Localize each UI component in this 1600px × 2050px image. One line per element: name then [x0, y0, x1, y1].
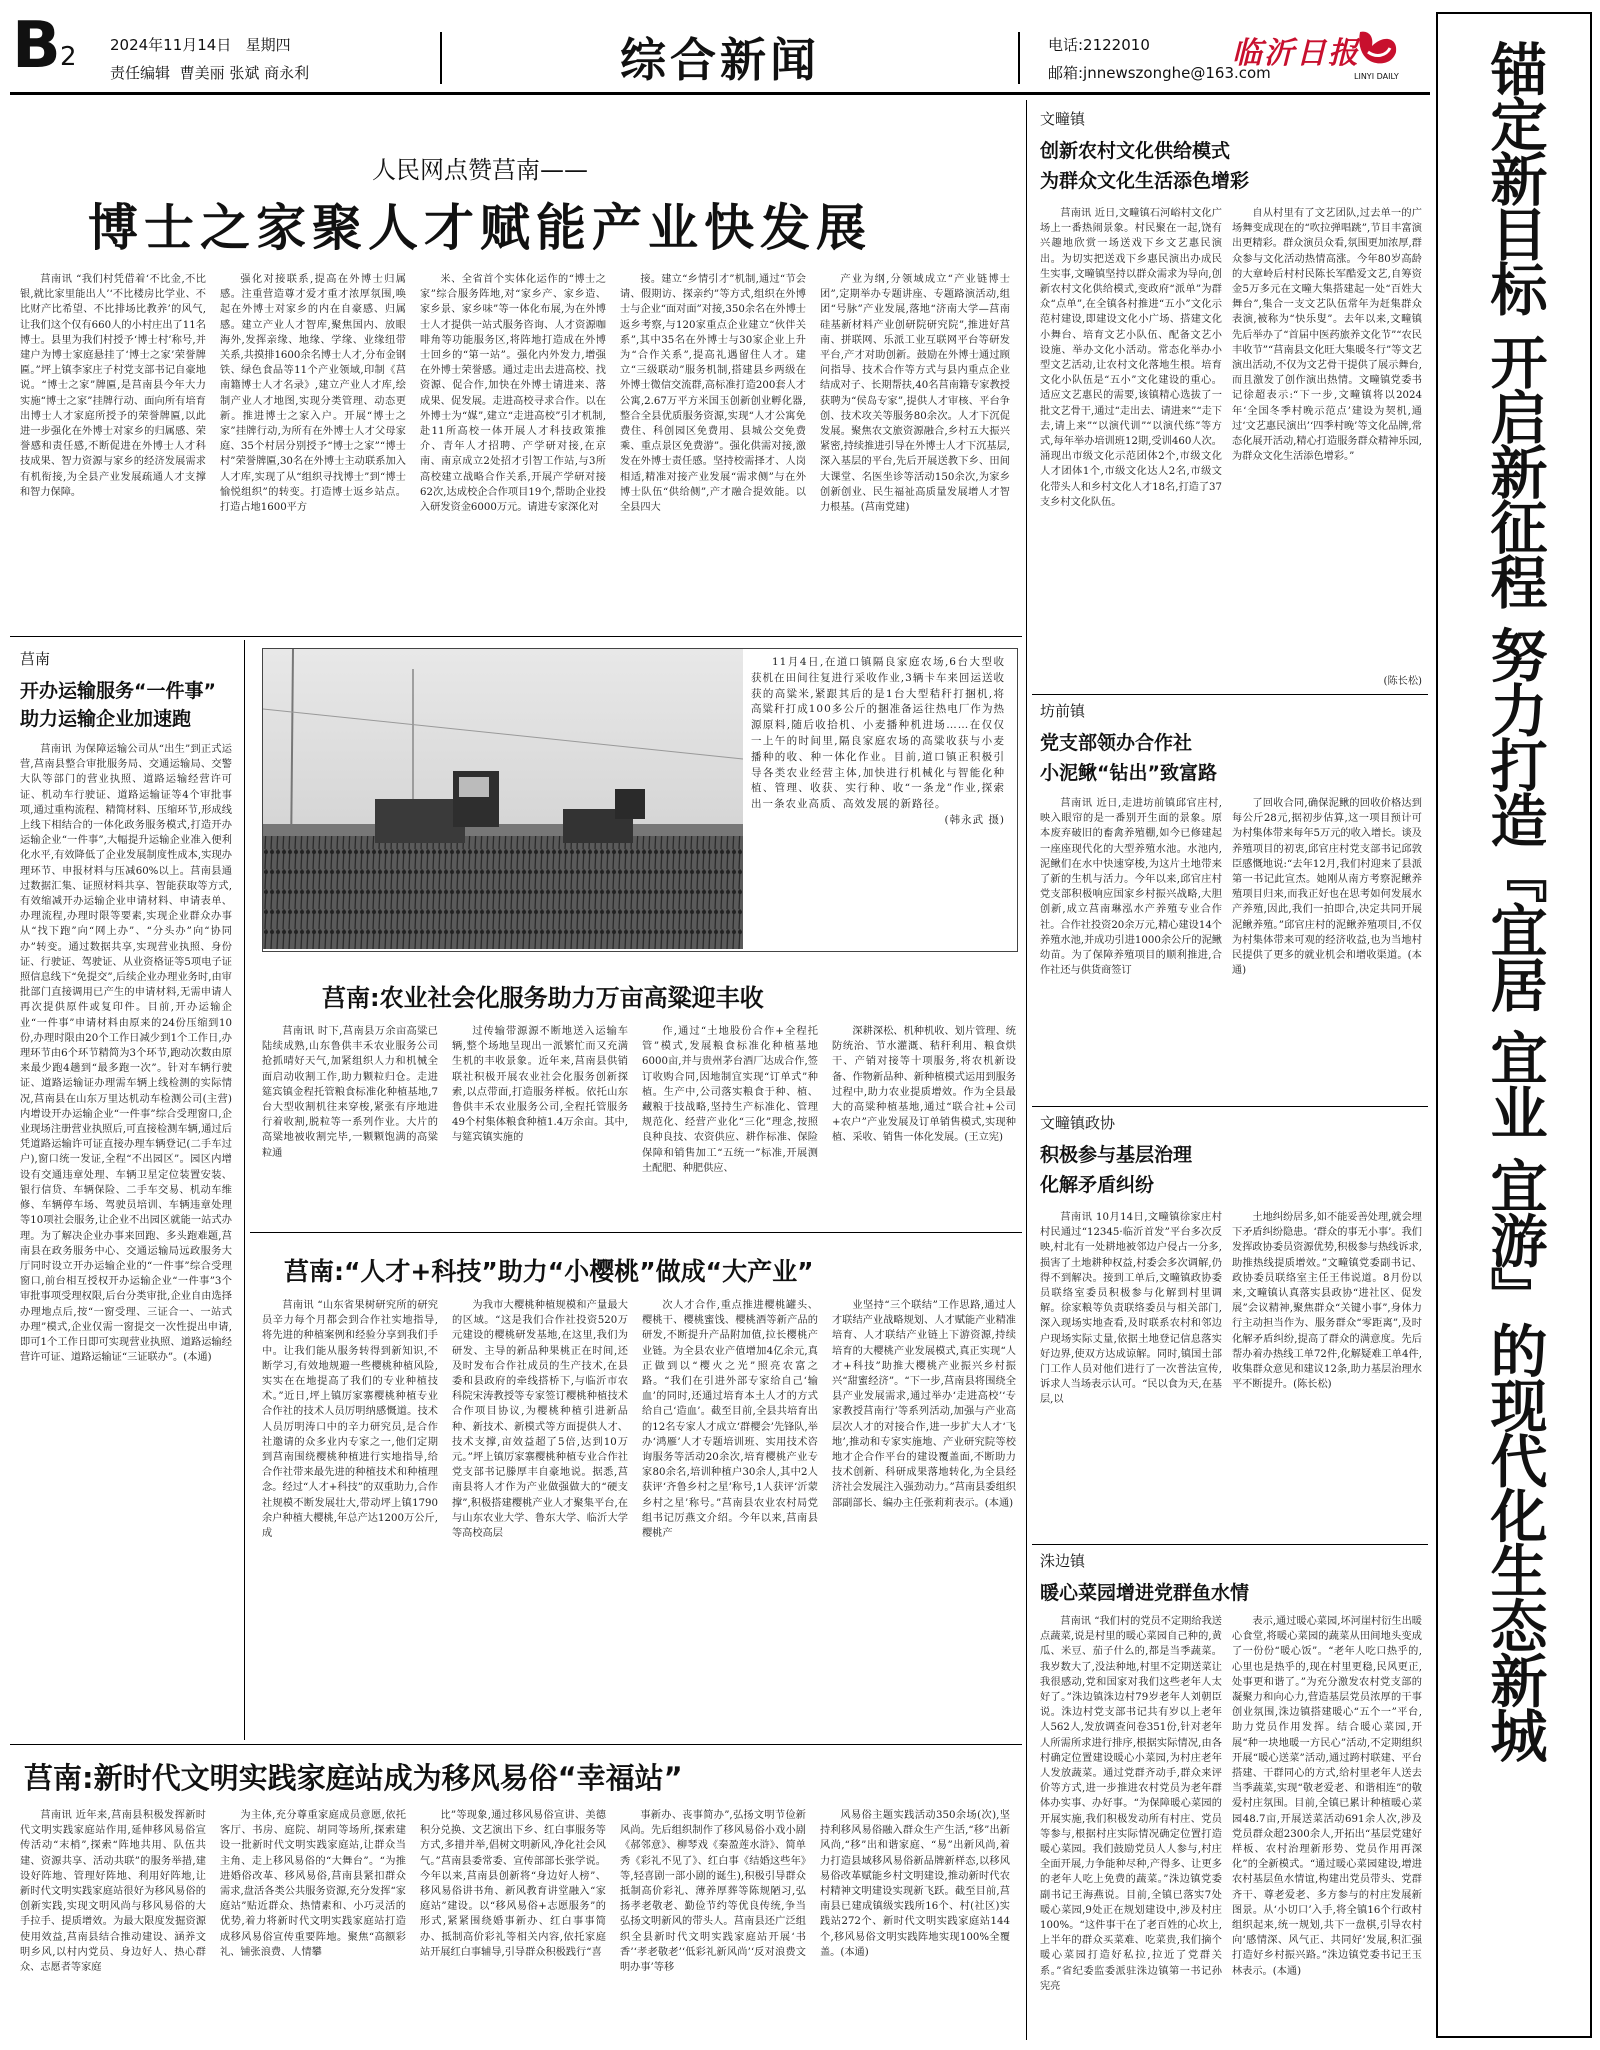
- transport-county: 莒南: [20, 650, 51, 668]
- main-column-divider: [1026, 100, 1027, 2040]
- agri-column-2: [452, 1024, 628, 1224]
- politics-headline-1: 积极参与基层治理: [1040, 1144, 1193, 1166]
- email: 邮箱:jnnewszonghe@163.com: [1048, 64, 1271, 82]
- issue-date: [110, 34, 291, 55]
- agri-headline: 莒南:农业社会化服务助力万亩高粱迎丰收: [322, 984, 764, 1012]
- logo-latin: LINYI DAILY: [1354, 72, 1399, 81]
- wentan-column-1: [1040, 206, 1222, 690]
- politics-text-2: 土地纠纷居多,如不能妥善处理,就会埋下矛盾纠纷隐患。‘群众的事无小事’。我们发挥政协委员资源优势,积极参与热线诉求,助推热线提质增效。”文疃镇党委副书记、政协委员联络室主任王伟说道。8月份以来,文疃镇认真落实县政协“进社区、促发展”会议精神,聚焦群众“关键小事”,身体力行主动担当作为、服务群众“零距离”,及时化解矛盾纠纷,提高了群众的满意度。先后帮办着办热线工单72件,化解疑难工单4件,收集群众意见和建议12条,助力基层治理水平不断提升。(陈长松): [1232, 1212, 1422, 1391]
- wentan-bottom-rule: [1032, 694, 1428, 695]
- family-column-1: [20, 1808, 206, 2034]
- harvest-photo: [262, 648, 1018, 952]
- lead-kicker: 人民网点赞莒南——: [372, 156, 588, 184]
- agri-column-4: [832, 1024, 1016, 1224]
- photo-caption: [751, 655, 1005, 945]
- section-title: 综合新闻: [620, 33, 820, 87]
- lead-text-5: 产业为纲,分领域成立“产业链博士团”,定期举办专题讲座、专题路演活动,组团“号脉”产业发展,落地“济南大学—莒南硅基新材料产业创研院研究院”,推进好莒南、拼联网、乐派工业互联网平台等研发平台,产才对助创新。鼓励在外博士通过顾问指导、技术合作等方式与县内重点企业结成对子、长期帮扶,40名莒南籍专家教授获聘为“侯岛专家”,提供人才审核、平台争创、技术攻关等服务80余次。人才下沉促发展。聚焦农文旅资源融合,乡村五大振兴紧密,持续推进引导在外博士人才下沉基层,深入基层的平台,先后开展送教下乡、田间大课堂、名医坐诊等活动150余次,为家乡创新创业、民生福祉高质量发展增人才智力根基。(莒南党建): [820, 274, 1010, 514]
- page-letter: B: [12, 9, 61, 83]
- sidebar-slogan: 锚定新目标 开启新征程 努力打造『宜居 宜业 宜游』的现代化生态新城: [1481, 40, 1547, 1762]
- politics-headline-2: 化解矛盾纠纷: [1040, 1174, 1155, 1196]
- family-column-3: [420, 1808, 606, 2034]
- editors-line: [110, 62, 309, 83]
- transport-headline-2: 助力运输企业加速跑: [20, 708, 192, 730]
- transport-text: 莒南讯 为保障运输公司从“出生”到正式运营,莒南县整合审批服务局、交通运输局、交警大队等部门的营业执照、道路运输经营许可证、机动车行驶证、道路运输证等4个审批事项,通过重构流程、精简材料、压缩环节,形成线上线下相结合的一体化政务服务模式,打造开办运输企业“一件事”,大幅提升运输企业准入便利化水平,有效降低了企业发展制度性成本,实现办理环节、申报材料与压减60%以上。莒南县通过数据汇集、证照材料共享、智能获取等方式,有效缩减开办运输企业申请材料、申请表单、办理流程,办理时限等要素,实现企业群众办事从“找下跑”向“网上办”、“分头办”向“协同办”转变。通过数据共享,实现营业执照、身份证、行驶证、驾驶证、从业资格证等5项电子证照信息线下“免提交”,后续企业办理业务时,由审批部门直接调用已产生的申请材料,无需申请人再次提供原件或复印件。目前,开办运输企业“一件事”申请材料由原来的24份压缩到10份,办理时限由20个工作日减少到1个工作日,办理环节由6个环节精简为3个环节,跑动次数由原来最少跑4趟到“最多跑一次”。针对车辆行驶证、道路运输证办理需车辆上线检测的实际情况,莒南县在山东万里达机动车检测公司(主营)内增设开办运输企业“一件事”综合受理窗口,企业现场注册营业执照后,可直接检测车辆,通过后凭道路运输许可证直接办理车辆登记(二手车过户),窗口统一发证,全程“不出园区”。园区内增设有交通违章处理、车辆卫星定位装置安装、银行信贷、车辆保险、二手车交易、机动车维修、车辆停车场、驾驶员培训、车辆违章处理等10项社会服务,让企业不出园区就能一站式办理。为了解决企业办事来回跑、多头跑难题,莒南县在政务服务中心、交通运输局远政服务大厅同时设立开办运输企业的“一件事”综合受理窗口,前台相互授权开办运输企业“一件事”3个审批事项受理权限,后台分类审批,企业自由选择办理地点后,按“一窗受理、三证合一、一站式办理”模式,企业仅需一窗提交一次性提出申请,即可1个工作日即可实现营业执照、道路运输经营许可证、道路运输证“三证联办”。(本通): [20, 744, 232, 1364]
- cherry-bottom-rule: [10, 1744, 1022, 1745]
- lead-text-4: 接。建立“乡情引才”机制,通过“节会请、假期访、探亲约”等方式,组织在外博士与企业“面对面”对接,350余名在外博士返乡考察,与120家重点企业建立“伙伴关系”,其中35名在外博士与30家企业上升为“合作关系”,提高礼遇留住人才。建立“三级联动”服务机制,搭建县乡两级在外博士微信交流群,高标准打造200套人才公寓,2.67万平方米国玉创新创业孵化器,整合全县优质服务资源,实现“人才公寓免费住、科创园区免费用、县城公交免费乘、重点景区免费游”。强化供需对接,激发在外博士责任感。坚持校需择才、人岗相适,精准对接产业发展“需求侧”与在外博士队伍“供给侧”,产才融合提效能。以全县四大: [620, 274, 806, 514]
- family-text-5: 风易俗主题实践活动350余场(次),坚持利移风易俗融入群众生产生活,“移”出新风尚,“移”出和谐家庭、“易”出新风尚,着力打造县域移风易俗新品牌新样态,以移风易俗改革赋能乡村文明建设,推动新时代农村精神文明建设实现新飞跃。截至目前,莒南县已建成镇级实践所16个、村(社区)实践站272个、新时代文明实践家庭站144个,移风易俗文明实践阵地实现100%全覆盖。(本通): [820, 1810, 1010, 1958]
- wentan-headline-1: 创新农村文化供给模式: [1040, 140, 1231, 162]
- wentan-headline-2: 为群众文化生活添色增彩: [1040, 170, 1250, 192]
- agri-column-1: [262, 1024, 438, 1224]
- logo-emblem-icon: [1354, 22, 1402, 70]
- lead-text-2: 强化对接联系,提高在外博士归属感。注重营造尊才爱才重才浓厚氛围,唤起在外博士对家乡的内在自豪感、归属感。建立产业人才智库,聚焦国内、放眼海外,发挥亲缘、地缘、学缘、业缘纽带关系,共摸排1600余名博士人才,分布金钢铁、绿色食品等11个产业领域,印制《莒南籍博士人才名录》,建立产业人才库,绘制产业人才地图,实现分类管理、动态更新。推进博士之家入户。开展“博士之家”挂牌行动,为所有在外博士人才父母家庭、35个村居分别授予“博士之家”“博士村”荣誉牌匾,30名在外博士主动联系加入人才库,实现了从“组织寻找博士”到“博士愉悦组织”的转变。打造博士返乡站点。打造占地1600平方: [220, 274, 406, 514]
- logo-text: 临沂日报: [1232, 36, 1360, 71]
- masthead-rule: [10, 92, 1430, 95]
- wentan-town: 文疃镇: [1040, 110, 1086, 128]
- fangqian-headline-1: 党支部领办合作社: [1040, 732, 1193, 754]
- fangqian-column-2: [1232, 796, 1422, 1102]
- zhubian-text-1: 莒南讯 “我们村的党员不定期给我送点蔬菜,说是村里的暖心菜园自己种的,黄瓜、米豆、茄子什么的,都是当季蔬菜。我岁数大了,没法种地,村里不定期送菜让我很感动,党和国家对我们这些老年人太好了。”洙边镇洙边村79岁老年人刘朝臣说。洙边村党支部书记共有岁以上老年人562人,发放调查问卷351份,针对老年人所需所求进行排序,根据实际情况,由各村确定位置建设暖心小菜园,为村庄老年人发放蔬菜。通过党群齐动手,群众来评价等方式,进一步推进农村党员为老年群体办实事、办好事。“为保障暖心菜园的开展实施,我们积极发动所有村庄、党员等参与,根据村庄实际情况确定位置打造暖心菜园。我们鼓励党员人人参与,村庄全面开展,力争能种尽种,产得多、让更多的老年人吃上免费的蔬菜。”洙边镇党委副书记王海燕说。目前,全镇已落实7处暖心菜园,9处正在规划建设中,涉及村庄100%。“这件事干在了老百姓的心坎上,上半年的群众买菜难、吃菜贵,我们摘个暖心菜园打造好私拉,拉近了党群关系。”省纪委监委派驻洙边镇第一书记孙宪亮: [1040, 1616, 1222, 1992]
- wentan-text-2: 自从村里有了文艺团队,过去单一的广场舞变成现在的“吹拉弹唱跳”,节目丰富演出更精彩。群众演员众看,氛围更加浓厚,群众参与文化活动热情高涨。今年80岁高龄的大章岭后村村民陈长军酷爱文艺,自筹资金5万多元在文疃大集搭建起一处“百姓大舞台”,集合一支文艺队伍常年为赶集群众表演,被称为“快乐叟”。去年以来,文疃镇先后举办了“首届中医药旅养文化节”“农民丰收节”“莒南县文化旺大集暖冬行”等文艺演出活动,不仅为文艺骨干提供了展示舞台,而且激发了创作演出热情。文疃镇党委书记徐超表示:“下一步,文疃镇将以2024年‘全国冬季村晚示范点’建设为契机,通过‘文艺惠民演出’‘四季村晚’等文化品牌,常态化展开活动,精心打造服务群众精神乐园,为群众文化生活添色增彩。”: [1232, 208, 1422, 463]
- agri-text-2: 过传输带源源不断地送入运输车辆,整个场地呈现出一派繁忙而又充满生机的丰收景象。近年来,莒南县供销联社积极开展农业社会化服务创新探索,以点带面,打造服务样板。依托山东鲁供丰禾农业服务公司,全程托管服务49个村集体粮食种植1.4万余亩。其中,与筵宾镇实施的: [452, 1026, 628, 1144]
- lead-column-3: [420, 272, 606, 630]
- politics-text-1: 莒南讯 10月14日,文疃镇徐家庄村村民通过“12345·临沂首发”平台多次反映,村北有一处耕地被邻边户侵占一分多,损害了土地耕种权益,村委会多次调解,仍得不到解决。接到工单后,文疃镇政协委员联络室委员积极参与化解到村里调解。徐家粮等负责联络委员与相关部门,深入现场实地查看,及时联系农村和邻边户现场实际丈量,依据土地登记信息落实好边界,使双方达成谅解。同时,镇国土部门工作人员对他们进行了一次普法宣传,诉求人当场表示认可。“民以食为天,在基层,以: [1040, 1212, 1222, 1406]
- family-text-3: 比”等现象,通过移风易俗宣讲、美德积分兑换、文艺演出下乡、红白事服务等方式,多措并举,倡树文明新风,净化社会风气。”莒南县委常委、宣传部部长张学说。今年以来,莒南县创新将“身边好人榜”、移风易俗讲书角、新风教育讲堂融入“家庭站”建设。以“移风易俗+志愿服务”的形式,紧紧围绕婚事新办、红白事事简办、抵制高价彩礼等相关内容,依托家庭站开展红白事辅导,引导群众积极践行“喜: [420, 1810, 606, 1958]
- cherry-column-1: [262, 1298, 438, 1738]
- page-number: 2: [60, 42, 77, 72]
- editors: 曹美丽 张斌 商永利: [179, 64, 310, 82]
- family-text-2: 为主体,充分尊重家庭成员意愿,依托客厅、书房、庭院、胡同等场所,探索建设一批新时代文明实践家庭站,让群众当主角、走上移风易俗的“大舞台”。“为推进婚俗改革、移风易俗,莒南县紧扣群众需求,盘活各类公共服务资源,充分发挥“家庭站”贴近群众、热情素和、小巧灵活的优势,着力将新时代文明实践家庭站打造成移风易俗宣传重要阵地。聚焦“高额彩礼、铺张浪费、人情攀: [220, 1810, 406, 1958]
- cherry-text-1: 莒南讯 “山东省果树研究所的研究员辛力每个月都会到合作社实地指导,将先进的种植案例和经验分享到我们手中。让我们能从服务转得到新知识,不断学习,有效地规避一些樱桃种植风险,实实在在地提高了我们的专业种植技术。”近日,坪上镇厉家寨樱桃种植专业合作社的技术人员厉明纳感慨道。技术人员厉明涛口中的辛力研究员,是合作社邀请的众多业内专家之一,他们定期到莒南围绕樱桃种植进行实地指导,给合作社带来最先进的种植技术和种植理念。经过“人才+科技”的双重助力,合作社规模不断发展壮大,带动坪上镇1790余户种植大樱桃,年总产达1200万公斤,成: [262, 1300, 438, 1540]
- wentan-text-1: 莒南讯 近日,文疃镇石河峪村文化广场上一番热闹景象。村民聚在一起,饶有兴趣地欣赏一场送戏下乡文艺惠民演出。为切实把送戏下乡惠民演出办成民生实事,文疃镇坚持以群众需求为导向,创新农村文化供给模式,变政府“派单”为群众“点单”,在全镇各村推进“五小”文化示范村建设,即建设文化小广场、搭建文化小舞台、培育文艺小队伍、配备文艺小设施、举办文化小活动。常态化举办小型文艺活动,让农村文化落地生根。培育文化小队伍是“五小”文化建设的重心。适应文艺惠民的需要,该镇精心选拔了一批文艺骨干,通过“走出去、请进来”“走下去,请上来”“以演代训”“以演代练”等方式,每年举办培训班12期,受训460人次。涌现出市级文化示范团体2个,市级文化人才团体1个,市级文化达人2名,市级文化带头人和乡村文化人才18名,打造了37支乡村文化队伍。: [1040, 208, 1222, 508]
- politics-bottom-rule: [1032, 1544, 1428, 1545]
- politics-column-2: [1232, 1210, 1422, 1540]
- cherry-column-3: [642, 1298, 818, 1738]
- cherry-column-2: [452, 1298, 628, 1738]
- fangqian-town: 坊前镇: [1040, 702, 1086, 720]
- zhubian-column-2: [1232, 1614, 1422, 2036]
- transport-body: [20, 742, 232, 1732]
- zhubian-column-1: [1040, 1614, 1222, 2036]
- photo-credit: (韩永武 摄): [944, 813, 1005, 826]
- fangqian-column-1: [1040, 796, 1222, 1102]
- cherry-headline: 莒南:“人才+科技”助力“小樱桃”做成“大产业”: [284, 1257, 814, 1286]
- agri-text-1: 莒南讯 时下,莒南县万余亩高粱已陆续成熟,山东鲁供丰禾农业服务公司抢抓晴好天气,加紧组织人力和机械全面启动收割工作,助力颗粒归仓。走进筵宾镇金程托管粮食标准化种植基地,7台大型收割机往来穿梭,紧张有序地进行着收割,脱粒等一系列作业。大片的高粱地被收割完毕,一颗颗饱满的高粱粒通: [262, 1026, 438, 1159]
- politics-column-1: [1040, 1210, 1222, 1540]
- transport-headline-1: 开办运输服务“一件事”: [20, 680, 216, 702]
- weekday: 星期四: [245, 36, 291, 54]
- agri-text-4: 深耕深松、机种机收、划片管理、统防统治、节水灌溉、秸秆利用、粮食烘干、产销对接等十项服务,将农机新设备、作物新品种、新种植模式运用到服务过程中,助力农业提质增效。作为全县最大的高粱种植基地,通过“联合社+公司+农户”产业发展及订单销售模式,实现种植、采收、销售一体化发展。(王立宪): [832, 1026, 1016, 1144]
- masthead-divider-right: [1018, 32, 1020, 84]
- lead-headline: 博士之家聚人才赋能产业快发展: [88, 199, 872, 257]
- phone: 电话:2122010: [1048, 36, 1150, 54]
- lead-bottom-rule: [10, 636, 1022, 637]
- cherry-text-3: 次人才合作,重点推进樱桃罐头、樱桃干、樱桃蜜饯、樱桃酒等新产品的研发,不断提升产品附加值,拉长樱桃产业链。为全县农业产值增加4亿余元,真正做到以“樱火之光”照亮农富之路。“我们在引进外部专家给自己‘输血’的同时,还通过培育本土人才的方式给自己‘造血’。截至目前,全县共培育出的12名专家人才成立‘群樱会’先锋队,举办‘鸿雁’人才专题培训班、实用技术咨询服务等活动20余次,培育樱桃产业专家80余名,培训种植户30余人,其中2人获评‘齐鲁乡村之星’称号,1人获评‘沂蒙乡村之星’称号。”莒南县农业农村局党组书记厉燕文介绍。今年以来,莒南县樱桃产: [642, 1300, 818, 1540]
- lead-column-4: [620, 272, 806, 630]
- lead-column-5: [820, 272, 1010, 630]
- cherry-column-4: [832, 1298, 1016, 1738]
- lead-text-3: 米、全省首个实体化运作的“博士之家”综合服务阵地,对“家乡产、家乡造、家乡景、家乡味”等一体化布展,为在外博士人才提供一站式服务咨询、人才资源咖啡角等功能服务区,将阵地打造成在外博士回乡的“第一站”。强化内外发力,增强在外博士荣誉感。通过走出去进高校、找资源、促合作,加快在外博士请进来、落成果、促发展。走进高校寻求合作。以在外博士为“媒”,建立“走进高校”引才机制,赴11所高校一体开展人才科技政策推介、青年人才招聘、产学研对接,在京南、南京成立2处招才引智工作站,与3所高校建立战略合作关系,开展产学研对接62次,达成校企合作项目19个,帮助企业投入研发资金6000万元。请进专家深化对: [420, 274, 606, 514]
- fangqian-headline-2: 小泥鳅“钻出”致富路: [1040, 762, 1217, 784]
- lead-text-1: 莒南讯 “我们村凭借着‘不比金,不比银,就比家里能出人’‘不比楼房比学业、不比财产比希望、不比排场比教养’的风气,让我们这个仅有660人的小村庄出了11名博士。县里为我们村授予‘博士村’称号,并建户为博士家庭悬挂了‘博士之家’荣誉牌匾。”坪上镇李家庄子村党支部书记自豪地说。“博士之家”牌匾,是莒南县今年大力实施“博士之家”挂牌行动、面向所有培育出博士人才家庭所授予的荣誉牌匾,以此进一步强化在外博士对家乡的归属感、荣誉感和责任感,不断促进在外博士人才科技成果、智力资源与家乡的经济发展需求有机衔接,为全县产业发展疏通人才支撑和智力保障。: [20, 274, 206, 498]
- fangqian-text-1: 莒南讯 近日,走进坊前镇邱官庄村,映入眼帘的是一番别开生面的景象。原本废弃破旧的畜禽养殖棚,如今已修建起一座座现代化的大型养殖水池。水池内,泥鳅们在水中快速穿梭,为这片土地带来了新的生机与活力。今年以来,邱官庄村党支部积极响应国家乡村振兴战略,大胆创新,成立莒南琳泓水产养殖专业合作社。合作社投资20余万元,精心建设14个养殖水池,并成功引进1000余公斤的泥鳅幼苗。为了保障养殖项目的顺利推进,合作社还与供货商签订: [1040, 798, 1222, 977]
- zhubian-headline: 暖心菜园增进党群鱼水情: [1040, 1582, 1250, 1604]
- zhubian-town: 洙边镇: [1040, 1552, 1086, 1570]
- family-column-4: [620, 1808, 806, 2034]
- cherry-text-2: 为我市大樱桃种植规模和产量最大的区域。“这是我们合作社投资520万元建设的樱桃研发基地,在这里,我们为研发、主导的新品种果桃正在时间,还及时发布合作社成员的生产技术,在县委和县政府的牵线搭桥下,与临沂市农科院宋涛教授等专家签订樱桃种植技术合作项目协议,为樱桃种植引进新品种、新技术、新模式等方面提供人才、技术支撑,亩效益超了5倍,达到10万元。”坪上镇厉家寨樱桃种植专业合作社党支部书记滕厚丰自豪地说。据悉,莒南县将人才作为产业做强做大的“硬支撑”,积极搭建樱桃产业人才聚集平台,在与山东农业大学、鲁东大学、临沂大学等高校高层: [452, 1300, 628, 1540]
- family-headline: 莒南:新时代文明实践家庭站成为移风易俗“幸福站”: [24, 1761, 683, 1795]
- zhubian-text-2: 表示,通过暖心菜园,坏河崖村衍生出暖心食堂,将暖心菜园的蔬菜从田间地头变成了一份份“暖心饭”。“老年人吃口热乎的,心里也是热乎的,现在村里更稳,民风更正,处事更和谐了。”为充分激发农村党支部的凝聚力和向心力,营造基层党员浓厚的干事创业氛围,洙边镇搭建暖心“五个一”平台,助力党员作用发挥。结合暖心菜园,开展“种一块地暖一方民心”活动,不定期组织开展“暖心送菜”活动,通过跨村联建、平台搭建、干群同心的方式,给村里老年人送去当季蔬菜,实现“敬老爱老、和谐相连”的敬爱村庄氛围。目前,全镇已累计种植暖心菜园48.7亩,开展送菜活动691余人次,涉及党员群众超2300余人,开拓出“基层党建好样板、农村治理新形势、党员作用再深化”的全新模式。“通过暖心菜园建设,增进农村基层鱼水情谊,构建出党员带头、党群齐干、尊老爱老、多方参与的村庄发展新图景。从‘小切口’入手,将全镇16个行政村组织起来,统一规划,共下一盘棋,引导农村向‘感情深、风气正、共同好’发展,积汇强打造好乡村振兴路。”洙边镇党委书记王玉林表示。(本通): [1232, 1616, 1422, 1977]
- lead-column-2: [220, 272, 406, 630]
- wentan-credit: (陈长松): [1383, 676, 1422, 687]
- date: 2024年11月14日: [110, 36, 232, 54]
- politics-town: 文疃镇政协: [1040, 1114, 1116, 1132]
- wentan-column-2: [1232, 206, 1422, 672]
- newspaper-logo: [1232, 22, 1400, 84]
- left-column-divider: [244, 640, 245, 1740]
- agri-column-3: [642, 1024, 818, 1224]
- agri-text-3: 作,通过“土地股份合作+全程托管”模式,发展粮食标准化种植基地6000亩,并与贵州茅台酒厂达成合作,签订收购合同,因地制宜实现“订单式”种植。生产中,公司落实粮食于种、植、藏粮于技战略,坚持生产标准化、管理规范化、经营产业化“三化”理念,按照良种良技、农资供应、耕作标准、保险保障和销售加工“五统一”标准,开展测土配肥、种肥供应、: [642, 1026, 818, 1174]
- fangqian-text-2: 了回收合同,确保泥鳅的回收价格达到每公斤28元,据初步估算,这一项目预计可为村集体带来每年5万元的收入增长。谈及养殖项目的初衷,邱官庄村党支部书记邱敦臣感慨地说:“去年12月,我们村迎来了县派第一书记此宣杰。她刚从南方考察泥鳅养殖项目归来,而我正好也在思考如何发展水产养殖,因此,我们一拍即合,决定共同开展泥鳅养殖。”邱官庄村的泥鳅养殖项目,不仅为村集体带来可观的经济收益,也为当地村民提供了更多的就业机会和增收渠道。(本通): [1232, 798, 1422, 977]
- family-column-5: [820, 1808, 1010, 2034]
- masthead-divider-left: [440, 32, 442, 84]
- harvest-photo-image: [263, 649, 743, 949]
- lead-column-1: [20, 272, 206, 630]
- fangqian-bottom-rule: [1032, 1106, 1428, 1107]
- family-text-1: 莒南讯 近年来,莒南县积极发挥新时代文明实践家庭站作用,延伸移风易俗宣传活动“末梢”,探索“阵地共用、队伍共建、资源共享、活动共联”的服务举措,建设好阵地、管理好阵地、利用好阵地,让新时代文明实践家庭站很好为移风易俗的创新实践,实现文明风尚与移风易俗的大手拉手、提质增效。为最大限度发掘资源使用效益,莒南县结合推动建设、涵养文明乡风,以村内党员、身边好人、热心群众、志愿者等家庭: [20, 1810, 206, 1974]
- family-column-2: [220, 1808, 406, 2034]
- agri-bottom-rule: [250, 1232, 1022, 1233]
- cherry-text-4: 业坚持“三个联结”工作思路,通过人才联结产业战略规划、人才赋能产业精准培育、人才联结产业链上下游资源,持续培育的大樱桃产业发展模式,真正实现“人才+科技”助推大樱桃产业振兴乡村振兴“甜蜜经济”。“下一步,莒南县将围绕全县产业发展需求,通过举办‘走进高校’‘专家教授莒南行’等系列活动,加强与产业高层次人才的对接合作,进一步扩大人才‘飞地’,推动和专家实施地、产业研究院等校地才企合作平台的建设覆盖面,不断助力技术创新、科研成果落地转化,为全县经济社会发展注入强劲动力。”莒南县委组织部副部长、编办主任张莉莉表示。(本通): [832, 1300, 1016, 1509]
- editors-label: 责任编辑: [110, 64, 171, 82]
- family-text-4: 事新办、丧事简办”,弘扬文明节俭新风尚。先后组织制作了移风易俗小戏小剧《郝邻意》、柳琴戏《秦盈莲水浒》、简单秀《彩礼不见了》、红白事《结婚这些年》等,轻喜剧一部小剧的诞生),积极引导群众抵制高价彩礼、薄养厚葬等陈规陋习,弘扬孝老敬老、勤俭节约等优良传统,争当弘扬文明新风的带头人。莒南县还广泛组织全县新时代文明实践家庭站开展‘书香’‘孝老敬老’‘低彩礼新风尚’‘反对浪费文明办事’等移: [620, 1810, 806, 1974]
- photo-caption-text: 11月4日,在道口镇隔良家庭农场,6台大型收获机在田间往复进行采收作业,3辆卡车来回运送收获的高粱米,紧跟其后的是1台大型秸秆打捆机,将高粱秆打成100多公斤的捆准备运往热电厂作为热源原料,随后收拾机、小麦播种机进场……在仅仅一上午的时间里,隔良家庭农场的高粱收获与小麦播种的收、种一体化作业。目前,道口镇正积极引导各类农业经营主体,加快进行机械化与智能化种植、管理、收获、实行种、收“一条龙”作业,探索出一条农业高质、高效发展的新路径。: [751, 656, 1005, 811]
